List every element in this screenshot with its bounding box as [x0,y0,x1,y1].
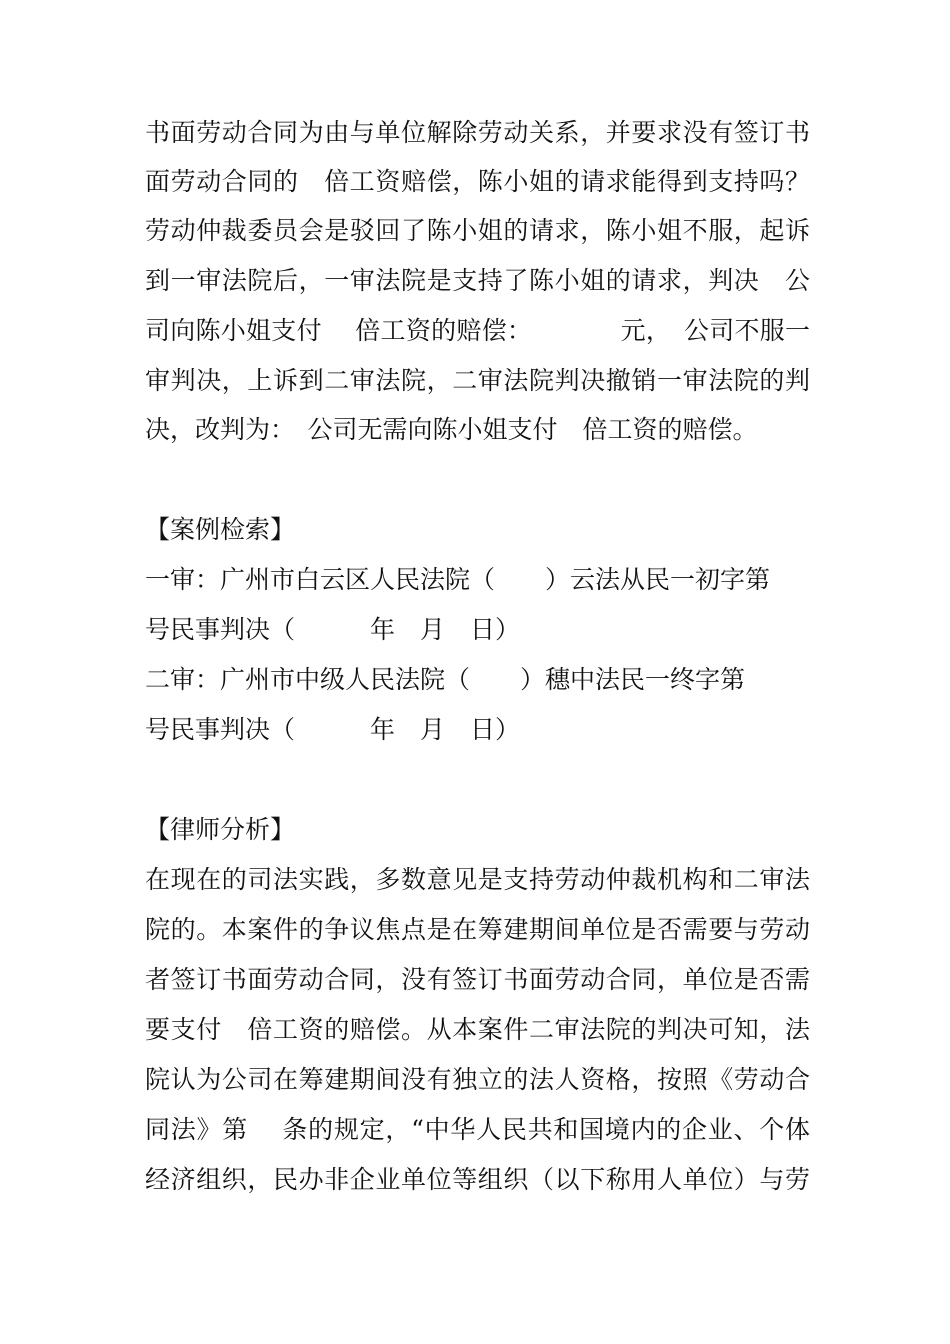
intro-line-1: 书面劳动合同为由与单位解除劳动关系，并要求没有签订书 [145,118,810,147]
analysis-line-5: 院认为公司在筹建期间没有独立的法人资格，按照《劳动合 [145,1065,810,1094]
analysis-line-2: 院的。本案件的争议焦点是在筹建期间单位是否需要与劳动 [145,915,810,944]
analysis-line-1: 在现在的司法实践，多数意见是支持劳动仲裁机构和二审法 [145,865,810,894]
analysis-line-4: 要支付 倍工资的赔偿。从本案件二审法院的判决可知，法 [145,1015,810,1044]
intro-line-2: 面劳动合同的 倍工资赔偿，陈小姐的请求能得到支持吗？ [145,167,810,196]
case-line-3: 二审：广州市中级人民法院（ ）穗中法民一终字第 [145,665,746,694]
lawyer-analysis-heading: 【律师分析】 [145,815,296,844]
intro-line-5: 司向陈小姐支付 倍工资的赔偿： 元， 公司不服一 [145,316,810,345]
intro-line-3: 劳动仲裁委员会是驳回了陈小姐的请求，陈小姐不服，起诉 [145,216,810,245]
case-line-2: 号民事判决（ 年 月 日） [145,615,521,644]
case-search-heading: 【案例检索】 [145,515,296,544]
analysis-line-7: 经济组织，民办非企业单位等组织（以下称用人单位）与劳 [145,1165,810,1194]
intro-line-6: 审判决，上诉到二审法院，二审法院判决撤销一审法院的判 [145,366,810,395]
case-line-4: 号民事判决（ 年 月 日） [145,715,521,744]
analysis-line-6: 同法》第 条的规定，“中华人民共和国境内的企业、个体 [145,1115,810,1144]
analysis-line-3: 者签订书面劳动合同，没有签订书面劳动合同，单位是否需 [145,965,810,994]
intro-line-4: 到一审法院后，一审法院是支持了陈小姐的请求，判决 公 [145,266,810,295]
case-line-1: 一审：广州市白云区人民法院（ ）云法从民一初字第 [145,565,771,594]
intro-line-7: 决，改判为： 公司无需向陈小姐支付 倍工资的赔偿。 [145,415,758,444]
